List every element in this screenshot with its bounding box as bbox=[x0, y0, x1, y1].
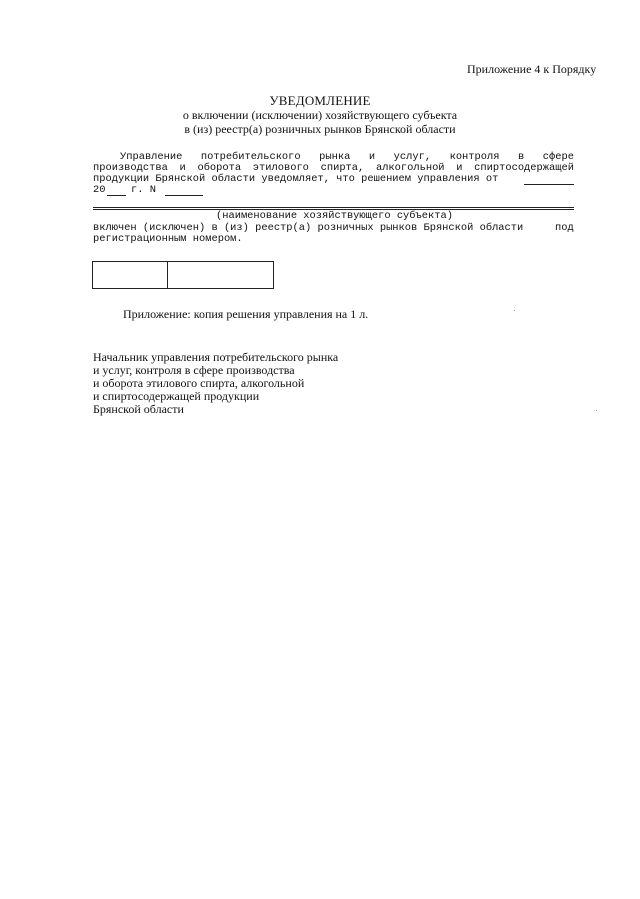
word: производства bbox=[93, 162, 168, 174]
included-line-end: под bbox=[555, 222, 574, 234]
entity-name-line bbox=[93, 207, 574, 208]
word: спирта, bbox=[320, 162, 365, 174]
word: рынка bbox=[319, 151, 351, 163]
word: оборота bbox=[197, 162, 242, 174]
number-label: г. N bbox=[131, 184, 156, 196]
word: в bbox=[517, 151, 525, 163]
signature-line-1: Начальник управления потребительского рынка bbox=[93, 350, 339, 364]
included-line: включен (исключен) в (из) реестр(а) розничных рынков Брянской области bbox=[93, 222, 524, 234]
paragraph-line-3: продукции Брянской области уведомляет, что решением управления от bbox=[93, 173, 499, 185]
signature-line-5: Брянской области bbox=[93, 402, 184, 416]
word: этилового bbox=[252, 162, 309, 174]
word: и bbox=[368, 151, 376, 163]
document-title: УВЕДОМЛЕНИЕ bbox=[269, 93, 371, 108]
word: алкогольной bbox=[375, 162, 445, 174]
registration-number-box bbox=[92, 261, 274, 289]
year-blank-line bbox=[107, 195, 126, 196]
year-prefix: 20 bbox=[93, 184, 106, 196]
scan-speck bbox=[514, 310, 515, 311]
registration-line: регистрационным номером. bbox=[93, 233, 243, 245]
word: услуг, bbox=[393, 151, 432, 163]
appendix-reference: Приложение 4 к Порядку bbox=[467, 62, 597, 76]
signature-line-2: и услуг, контроля в сфере производства bbox=[93, 363, 295, 377]
number-blank-line bbox=[165, 195, 203, 196]
title-subline-1: о включении (исключении) хозяйствующего субъекта bbox=[182, 108, 458, 122]
word: сфере bbox=[542, 151, 574, 163]
scan-speck bbox=[596, 410, 597, 411]
date-blank-line bbox=[524, 184, 574, 185]
title-subline-2: в (из) реестр(а) розничных рынков Брянской области bbox=[184, 122, 456, 136]
signature-line-4: и спиртосодержащей продукции bbox=[93, 389, 260, 403]
word: потребительского bbox=[200, 151, 301, 163]
word: Управление bbox=[120, 151, 183, 163]
registration-box-divider bbox=[167, 262, 168, 288]
signature-line-3: и оборота этилового спирта, алкогольной bbox=[93, 376, 305, 390]
word: контроля bbox=[449, 151, 500, 163]
word: и bbox=[456, 162, 463, 174]
word: и bbox=[179, 162, 186, 174]
attachment-note: Приложение: копия решения управления на 1 л. bbox=[123, 307, 369, 321]
entity-caption: (наименование хозяйствующего субъекта) bbox=[216, 210, 453, 222]
word: спиртосодержащей bbox=[474, 162, 574, 174]
